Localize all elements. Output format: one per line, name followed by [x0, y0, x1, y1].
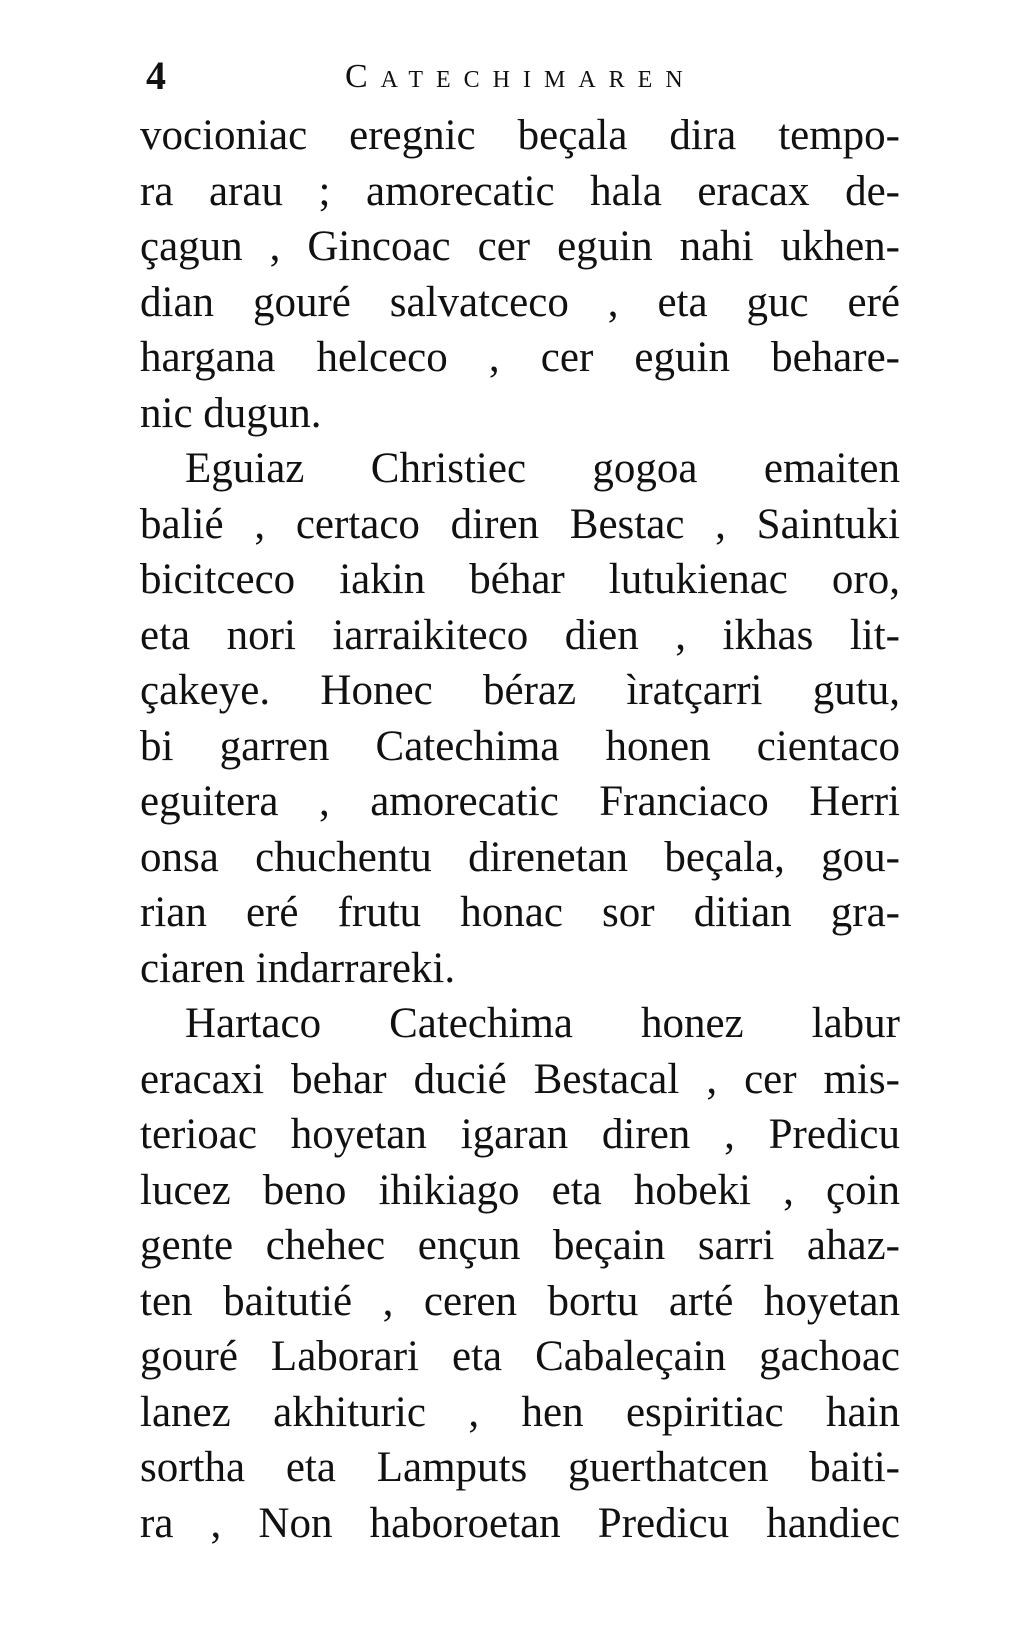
paragraph-3	[140, 996, 900, 1551]
text-line: onsa chuchentu direnetan beçala, gou-	[140, 833, 900, 881]
text-line: çakeye. Honec béraz ìratçarri gutu,	[140, 667, 900, 714]
running-head: Catechimaren	[345, 58, 696, 95]
page-number: 4	[146, 53, 166, 98]
paragraph-2	[140, 441, 900, 996]
text-line: dian gouré salvatceco , eta guc eré	[140, 278, 900, 326]
text-line: nic dugun.	[140, 389, 322, 437]
text-line: hargana helceco , cer eguin behare-	[140, 334, 900, 381]
text-line: rian eré frutu honac sor ditian gra-	[140, 889, 900, 936]
text-line: sortha eta Lamputs guerthatcen baiti-	[140, 1444, 900, 1491]
text-line: Eguiaz Christiec gogoa emaiten	[185, 445, 900, 492]
text-line: çagun , Gincoac cer eguin nahi ukhen-	[140, 223, 900, 270]
text-line: Hartaco Catechima honez labur	[185, 1000, 900, 1047]
paragraph-1	[140, 108, 900, 441]
text-line: bi garren Catechima honen cientaco	[140, 722, 900, 770]
text-line: vocioniac eregnic beçala dira tempo-	[140, 112, 900, 159]
text-line: eguitera , amorecatic Franciaco Herri	[140, 778, 900, 825]
text-line: eracaxi behar ducié Bestacal , cer mis-	[140, 1055, 900, 1103]
text-line: gouré Laborari eta Cabaleçain gachoac	[140, 1333, 900, 1380]
text-line: lanez akhituric , hen espiritiac hain	[140, 1388, 900, 1436]
text-line: eta nori iarraikiteco dien , ikhas lit-	[140, 611, 900, 659]
text-line: balié , certaco diren Bestac , Saintuki	[140, 500, 900, 548]
text-line: lucez beno ihikiago eta hobeki , çoin	[140, 1166, 900, 1214]
text-line: ciaren indarrareki.	[140, 944, 456, 992]
text-line: terioac hoyetan igaran diren , Predicu	[140, 1111, 900, 1158]
text-line: ten baitutié , ceren bortu arté hoyetan	[140, 1277, 900, 1325]
text-line: bicitceco iakin béhar lutukienac oro,	[140, 556, 900, 603]
page-header	[140, 48, 900, 98]
text-line: gente chehec ençun beçain sarri ahaz-	[140, 1222, 900, 1269]
text-line: ra , Non haboroetan Predicu handiec	[140, 1499, 900, 1547]
text-line: ra arau ; amorecatic hala eracax de-	[140, 167, 900, 215]
body-text	[140, 108, 900, 1551]
